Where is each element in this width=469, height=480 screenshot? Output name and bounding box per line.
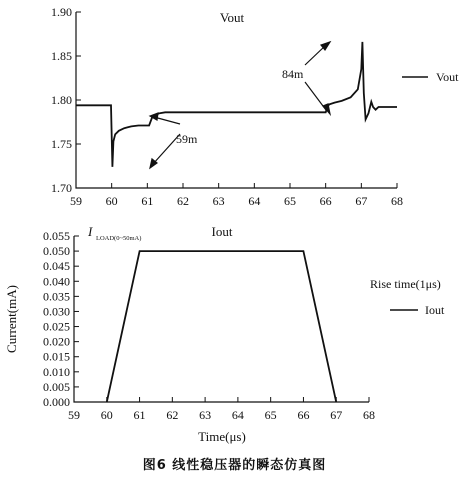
vout-x-tick-label: 62 [177, 194, 189, 208]
iout-legend-label: Iout [425, 303, 445, 317]
iout-x-tick-label: 67 [330, 408, 343, 422]
iout-y-tick-label: 0.030 [43, 304, 70, 319]
iout-y-tick-label: 0.000 [43, 395, 70, 409]
iout-x-tick-label: 59 [68, 408, 80, 422]
iout-x-tick-label: 63 [199, 408, 212, 422]
vout-legend-label: Vout [436, 70, 459, 84]
overshoot-annotation [305, 42, 330, 114]
iout-x-tick-label: 62 [166, 408, 179, 422]
vout-series-line [76, 42, 397, 167]
vout-y-tick-label: 1.80 [51, 93, 72, 107]
iout-y-tick-label: 0.005 [43, 379, 70, 394]
vout-x-tick-label: 63 [212, 194, 225, 208]
vout-y-tick-label: 1.90 [51, 5, 72, 19]
iout-x-tick-label: 60 [100, 408, 113, 422]
vout-y-tick-label: 1.75 [51, 137, 72, 151]
iout-axes [74, 236, 369, 402]
vout-x-tick-label: 67 [355, 194, 368, 208]
iout-y-tick-label: 0.015 [43, 349, 70, 364]
iout-x-ticks [68, 397, 375, 422]
overshoot-label: 84m [282, 67, 304, 81]
iout-x-tick-label: 66 [297, 408, 310, 422]
iout-y-tick-label: 0.010 [43, 364, 70, 379]
iout-y-tick-label: 0.020 [43, 334, 70, 349]
vout-axes [76, 12, 397, 188]
rise-time-label: Rise time(1μs) [370, 277, 441, 291]
vout-x-tick-label: 64 [248, 194, 261, 208]
iout-y-tick-label: 0.040 [43, 274, 70, 289]
vout-plot [51, 5, 459, 208]
iout-y-tick-label: 0.050 [43, 244, 70, 259]
iout-x-tick-label: 61 [133, 408, 146, 422]
vout-x-ticks [70, 183, 403, 208]
figure-caption: 图6 线性稳压器的瞬态仿真图 [142, 458, 327, 473]
iout-plot [4, 224, 445, 444]
vout-x-tick-label: 68 [391, 194, 403, 208]
vout-title: Vout [219, 10, 245, 25]
iout-x-tick-label: 68 [363, 408, 375, 422]
vout-x-tick-label: 59 [70, 194, 82, 208]
iout-y-tick-label: 0.025 [43, 319, 70, 334]
iout-x-axis-label: Time(μs) [198, 429, 246, 444]
vout-y-tick-label: 1.70 [51, 181, 72, 195]
iout-x-tick-label: 64 [231, 408, 244, 422]
vout-x-tick-label: 66 [319, 194, 332, 208]
vout-x-tick-label: 65 [284, 194, 296, 208]
vout-y-tick-label: 1.85 [51, 49, 72, 63]
iout-y-axis-label: Current(mA) [4, 285, 19, 353]
iout-y-tick-label: 0.045 [43, 259, 70, 274]
iload-symbol: I [88, 224, 93, 239]
iout-title: Iout [211, 224, 233, 239]
vout-x-tick-label: 61 [141, 194, 154, 208]
iout-x-tick-label: 65 [264, 408, 277, 422]
iout-y-tick-label: 0.055 [43, 229, 70, 243]
undershoot-label: 59m [176, 132, 198, 146]
vout-x-tick-label: 60 [105, 194, 118, 208]
iout-series-line [107, 251, 336, 402]
iload-subscript: LOAD(0~50mA) [96, 235, 142, 242]
iout-y-tick-label: 0.035 [43, 289, 70, 304]
